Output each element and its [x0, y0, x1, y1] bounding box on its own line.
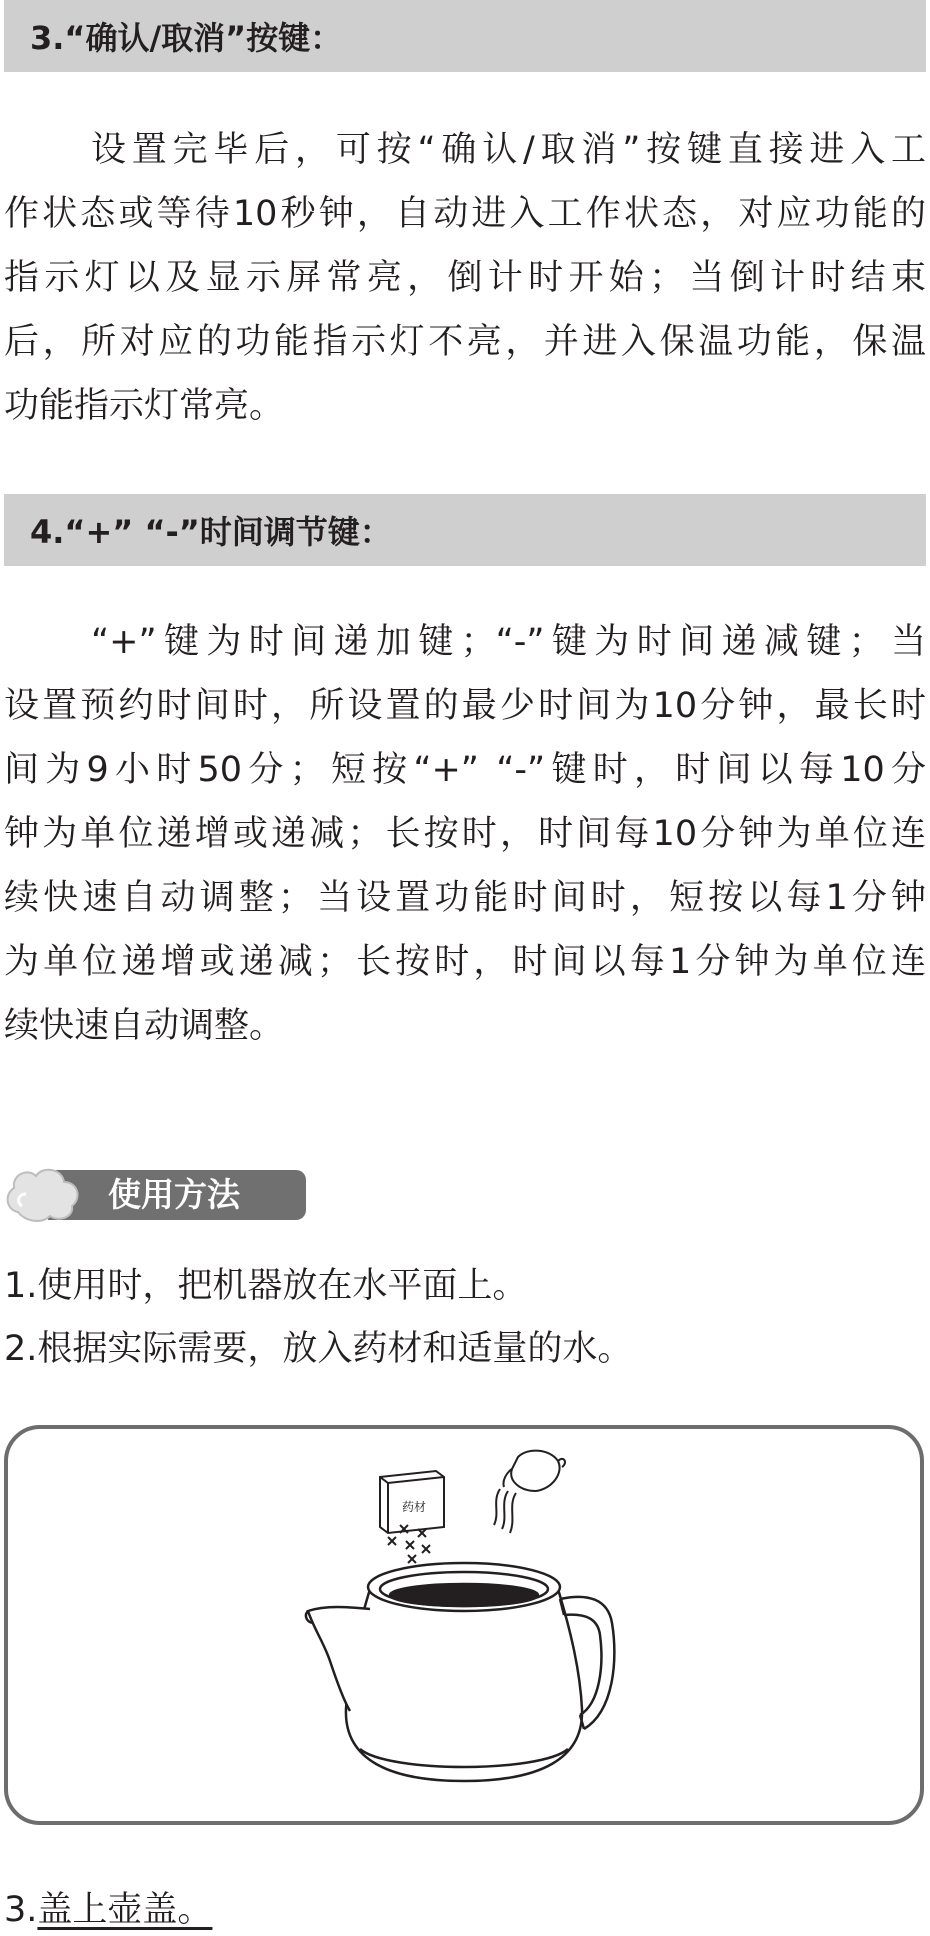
section-4-paragraph	[4, 610, 926, 1058]
herb-box-label: 药材	[402, 1500, 427, 1514]
paragraph-line: 续快速自动调整；当设置功能时间时，短按以每1分钟	[4, 878, 926, 918]
usage-step-1: 1.使用时，把机器放在水平面上。	[4, 1266, 528, 1306]
paragraph-line: 续快速自动调整。	[4, 1006, 285, 1046]
section-3-paragraph	[4, 118, 926, 438]
paragraph-line: “+”键为时间递加键；“-”键为时间递减键；当	[91, 622, 926, 662]
section-4-heading-bar	[4, 494, 926, 566]
usage-heading-pill	[4, 1164, 306, 1222]
water-cup-icon	[494, 1451, 565, 1533]
paragraph-line: 设置完毕后，可按“确认/取消”按键直接进入工	[91, 130, 926, 170]
kettle-illustration	[8, 1429, 928, 1829]
usage-step-3-number: 3.	[4, 1890, 38, 1930]
usage-step-2: 2.根据实际需要，放入药材和适量的水。	[4, 1329, 633, 1369]
paragraph-line: 功能指示灯常亮。	[4, 386, 285, 426]
usage-step-3	[4, 1886, 212, 1934]
paragraph-line: 间为9小时50分；短按“+” “-”键时，时间以每10分	[4, 750, 926, 790]
section-3-heading-bar	[4, 0, 926, 72]
kettle-icon	[306, 1563, 614, 1781]
illustration-frame	[4, 1425, 924, 1825]
usage-heading: 使用方法	[108, 1175, 240, 1214]
herb-box-icon	[380, 1471, 444, 1533]
usage-step-3-text: 盖上壶盖。	[37, 1890, 213, 1930]
paragraph-line: 指示灯以及显示屏常亮，倒计时开始；当倒计时结束	[4, 258, 926, 298]
section-3-heading: 3.“确认/取消”按键：	[30, 19, 343, 57]
section-4-heading: 4.“+” “-”时间调节键：	[30, 513, 392, 551]
cloud-icon	[4, 1162, 84, 1224]
paragraph-line: 后，所对应的功能指示灯不亮，并进入保温功能，保温	[4, 322, 926, 362]
paragraph-line: 设置预约时间时，所设置的最少时间为10分钟，最长时	[4, 686, 926, 726]
paragraph-line: 钟为单位递增或递减；长按时，时间每10分钟为单位连	[4, 814, 926, 854]
paragraph-line: 作状态或等待10秒钟，自动进入工作状态，对应功能的	[4, 194, 926, 234]
paragraph-line: 为单位递增或递减；长按时，时间以每1分钟为单位连	[4, 942, 926, 982]
